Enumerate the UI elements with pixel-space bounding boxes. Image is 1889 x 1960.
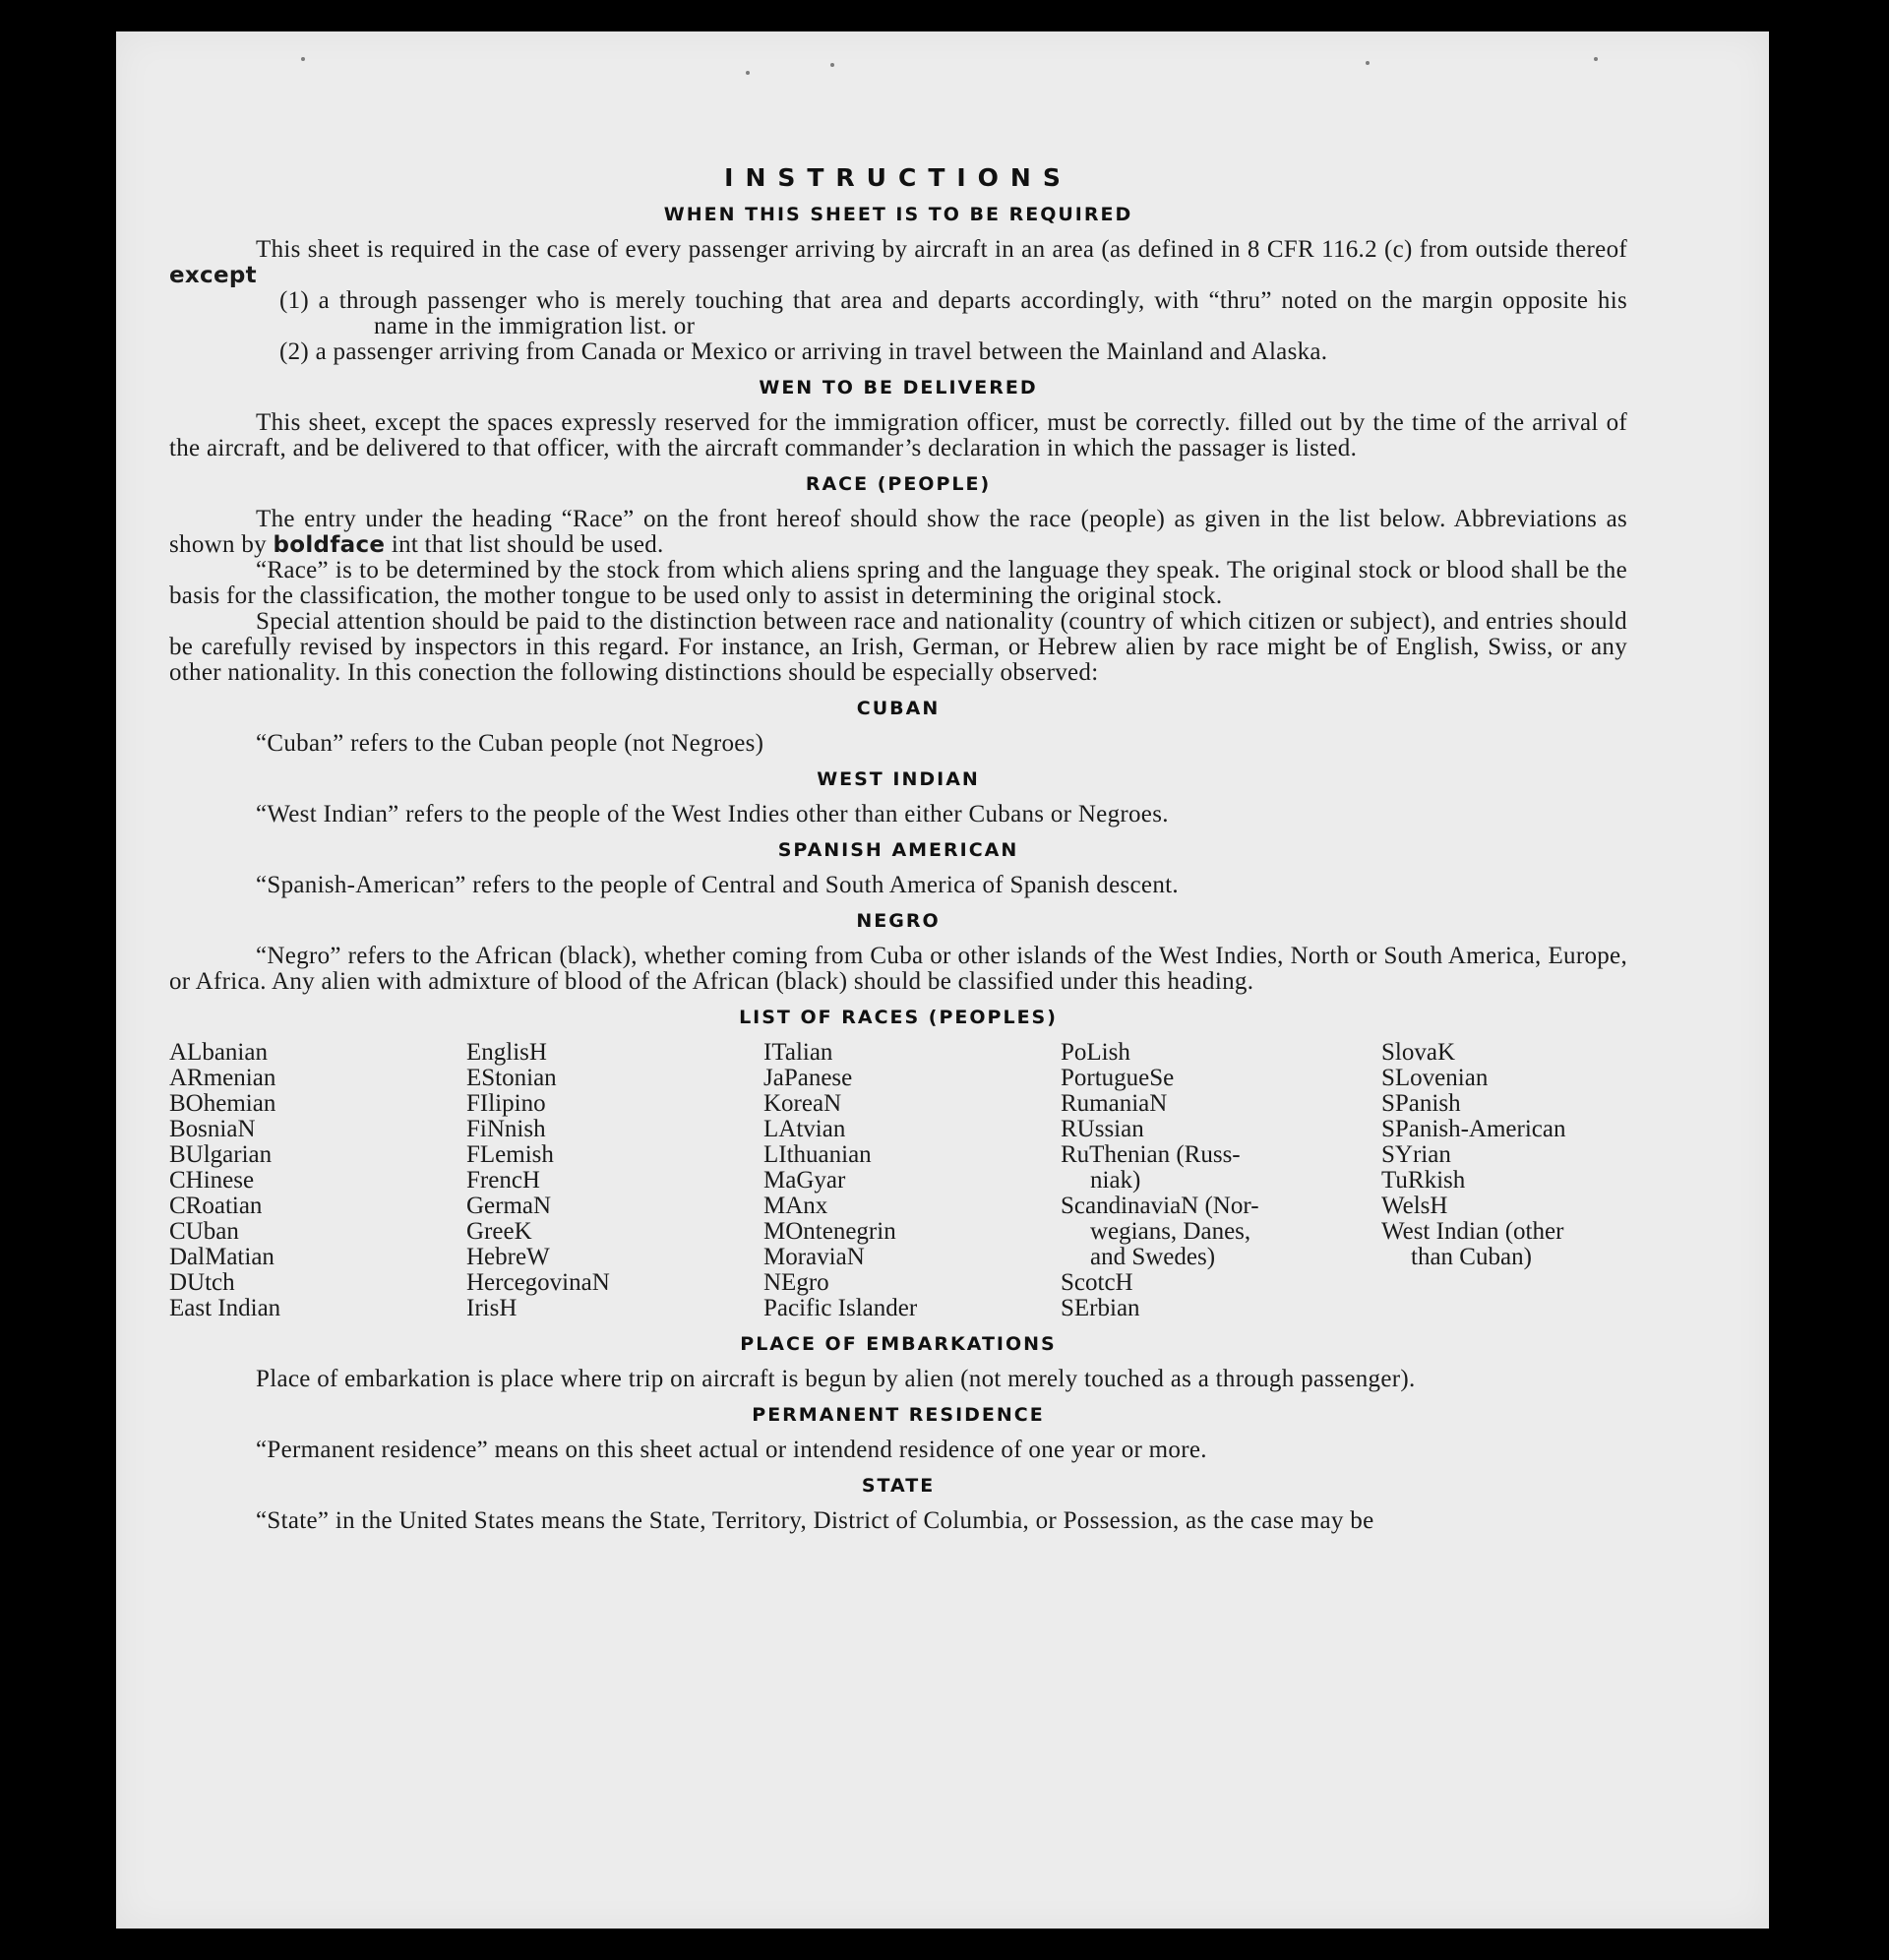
race-list-item: DUtch <box>169 1269 235 1296</box>
race-list-item: FLemish <box>466 1141 554 1168</box>
race-list-item: BOhemian <box>169 1090 276 1117</box>
race-list-item: SlovaK <box>1381 1039 1455 1066</box>
print-speck <box>1366 61 1370 65</box>
race-list-item: CUban <box>169 1218 239 1245</box>
heading-cuban: CUBAN <box>856 698 941 719</box>
race-list-item: CRoatian <box>169 1193 263 1219</box>
race-list-item: RumaniaN <box>1061 1090 1168 1117</box>
race-list-item: SErbian <box>1061 1295 1140 1321</box>
heading-state: STATE <box>861 1475 936 1497</box>
races-list <box>169 1040 1627 1321</box>
print-speck <box>301 57 305 61</box>
except-word: except <box>169 263 257 288</box>
race-p1-end: int that list should be used. <box>391 531 664 558</box>
race-paragraph-2: “Race” is to be determined by the stock from which aliens spring and the language they speak. The original stock or blood shall be the basis for the classification, the mother tongue to be used only to assist in determining the original stock. <box>169 557 1627 609</box>
heading-spanish-american: SPANISH AMERICAN <box>777 839 1019 861</box>
race-list-item: ALbanian <box>169 1039 268 1066</box>
exception-item-1: (1) a through passenger who is merely touching that area and departs accordingly, with “thru” noted on the margin opposite his name in the immigration list. or <box>279 287 1627 339</box>
heading-when-delivered: WEN TO BE DELIVERED <box>759 377 1038 398</box>
embarkation-text: Place of embarkation is place where trip on aircraft is begun by alien (not merely touched as a through passenger). <box>256 1366 1416 1392</box>
heading-race: RACE (PEOPLE) <box>805 473 992 495</box>
intro-text: This sheet is required in the case of every passenger arriving by aircraft in an area (as defined in 8 CFR 116.2 (c) from outside thereof <box>256 236 1627 263</box>
race-list-item: PortugueSe <box>1061 1065 1175 1091</box>
race-list-item: JaPanese <box>763 1065 853 1091</box>
race-list-item: LAtvian <box>763 1116 846 1142</box>
race-list-item: ScandinaviaN (Nor- <box>1061 1193 1259 1219</box>
page-title: INSTRUCTIONS <box>724 163 1072 192</box>
race-list-item: NEgro <box>763 1269 829 1296</box>
exception-item-2: (2) a passenger arriving from Canada or Mexico or arriving in travel between the Mainland and Alaska. <box>279 338 1328 365</box>
race-list-item: DalMatian <box>169 1244 274 1270</box>
race-list-item: PoLish <box>1061 1039 1130 1066</box>
race-paragraph-1 <box>169 507 1627 558</box>
race-list-item: ScotcH <box>1061 1269 1133 1296</box>
race-list-item: GermaN <box>466 1193 552 1219</box>
races-column-4 <box>1061 1040 1381 1321</box>
race-list-item: KoreaN <box>763 1090 842 1117</box>
race-list-item: West Indian (other <box>1381 1218 1564 1245</box>
race-list-item: HebreW <box>466 1244 550 1270</box>
race-list-item: Pacific Islander <box>763 1295 918 1321</box>
state-text: “State” in the United States means the State, Territory, District of Columbia, or Possession, as the case may be <box>256 1507 1374 1534</box>
print-speck <box>746 71 750 75</box>
document-page <box>116 31 1769 1929</box>
race-list-item: CHinese <box>169 1167 255 1194</box>
race-list-item: EStonian <box>466 1065 557 1091</box>
when-delivered-text: This sheet, except the spaces expressly reserved for the immigration officer, must be correctly. filled out by the time of the arrival of the aircraft, and be delivered to that officer, with the aircraft commander’s declaration in which the passager is listed. <box>169 409 1627 461</box>
race-list-item: SPanish <box>1381 1090 1461 1117</box>
race-list-item: FiNnish <box>466 1116 546 1142</box>
cuban-text: “Cuban” refers to the Cuban people (not Negroes) <box>256 730 764 757</box>
race-list-item: LIthuanian <box>763 1141 872 1168</box>
race-list-item: RuThenian (Russ- <box>1061 1141 1241 1168</box>
races-column-3 <box>763 1040 1061 1321</box>
heading-list-of-races: LIST OF RACES (PEOPLES) <box>739 1007 1058 1028</box>
race-paragraph-3: Special attention should be paid to the distinction between race and nationality (country of which citizen or subject), and entries should be carefully revised by inspectors in this regard. For instance, an Irish, German, or Hebrew alien by race might be of English, Swiss, or any other nationality. In this conection the following distinctions should be especially observed: <box>169 608 1627 686</box>
print-speck <box>1594 57 1598 61</box>
race-p1-text: The entry under the heading “Race” on the front hereof should show the race (people) as given in the list below. Abbreviations as shown by <box>169 506 1627 558</box>
heading-west-indian: WEST INDIAN <box>817 768 980 790</box>
race-list-item: MaGyar <box>763 1167 846 1194</box>
races-column-5 <box>1381 1040 1627 1321</box>
race-list-item: than Cuban) <box>1411 1244 1532 1270</box>
when-required-intro <box>169 237 1627 288</box>
race-list-item: GreeK <box>466 1218 532 1245</box>
race-list-item: SLovenian <box>1381 1065 1489 1091</box>
residence-text: “Permanent residence” means on this sheet actual or intendend residence of one year or more. <box>256 1437 1207 1463</box>
race-list-item: RUssian <box>1061 1116 1144 1142</box>
race-list-item: EnglisH <box>466 1039 547 1066</box>
heading-when-required: WHEN THIS SHEET IS TO BE REQUIRED <box>663 204 1133 225</box>
race-list-item: BUlgarian <box>169 1141 273 1168</box>
race-list-item: SPanish-American <box>1381 1116 1566 1142</box>
race-list-item: TuRkish <box>1381 1167 1466 1194</box>
race-list-item: SYrian <box>1381 1141 1451 1168</box>
heading-embarkation: PLACE OF EMBARKATIONS <box>740 1333 1057 1355</box>
race-list-item: WelsH <box>1381 1193 1448 1219</box>
race-list-item: BosniaN <box>169 1116 256 1142</box>
races-column-2 <box>466 1040 763 1321</box>
race-list-item: wegians, Danes, <box>1090 1218 1251 1245</box>
boldface-word: boldface <box>273 532 386 558</box>
print-speck <box>830 63 834 67</box>
west-indian-text: “West Indian” refers to the people of the West Indies other than either Cubans or Negroes. <box>256 801 1169 827</box>
race-list-item: MAnx <box>763 1193 828 1219</box>
race-list-item: ITalian <box>763 1039 833 1066</box>
race-list-item: and Swedes) <box>1090 1244 1216 1270</box>
race-list-item: niak) <box>1090 1167 1141 1194</box>
spanish-american-text: “Spanish-American” refers to the people of Central and South America of Spanish descent. <box>256 872 1179 898</box>
race-list-item: MOntenegrin <box>763 1218 896 1245</box>
race-list-item: IrisH <box>466 1295 518 1321</box>
instructions-content <box>169 163 1627 1534</box>
race-list-item: ARmenian <box>169 1065 276 1091</box>
heading-negro: NEGRO <box>856 910 941 932</box>
race-list-item: MoraviaN <box>763 1244 865 1270</box>
races-column-1 <box>169 1040 466 1321</box>
race-list-item: FrencH <box>466 1167 540 1194</box>
race-list-item: FIlipino <box>466 1090 546 1117</box>
race-list-item: HercegovinaN <box>466 1269 610 1296</box>
negro-text: “Negro” refers to the African (black), whether coming from Cuba or other islands of the West Indies, North or South America, Europe, or Africa. Any alien with admixture of blood of the African (black) should be classified under this heading. <box>169 943 1627 995</box>
race-list-item: East Indian <box>169 1295 281 1321</box>
heading-permanent-residence: PERMANENT RESIDENCE <box>752 1404 1045 1426</box>
